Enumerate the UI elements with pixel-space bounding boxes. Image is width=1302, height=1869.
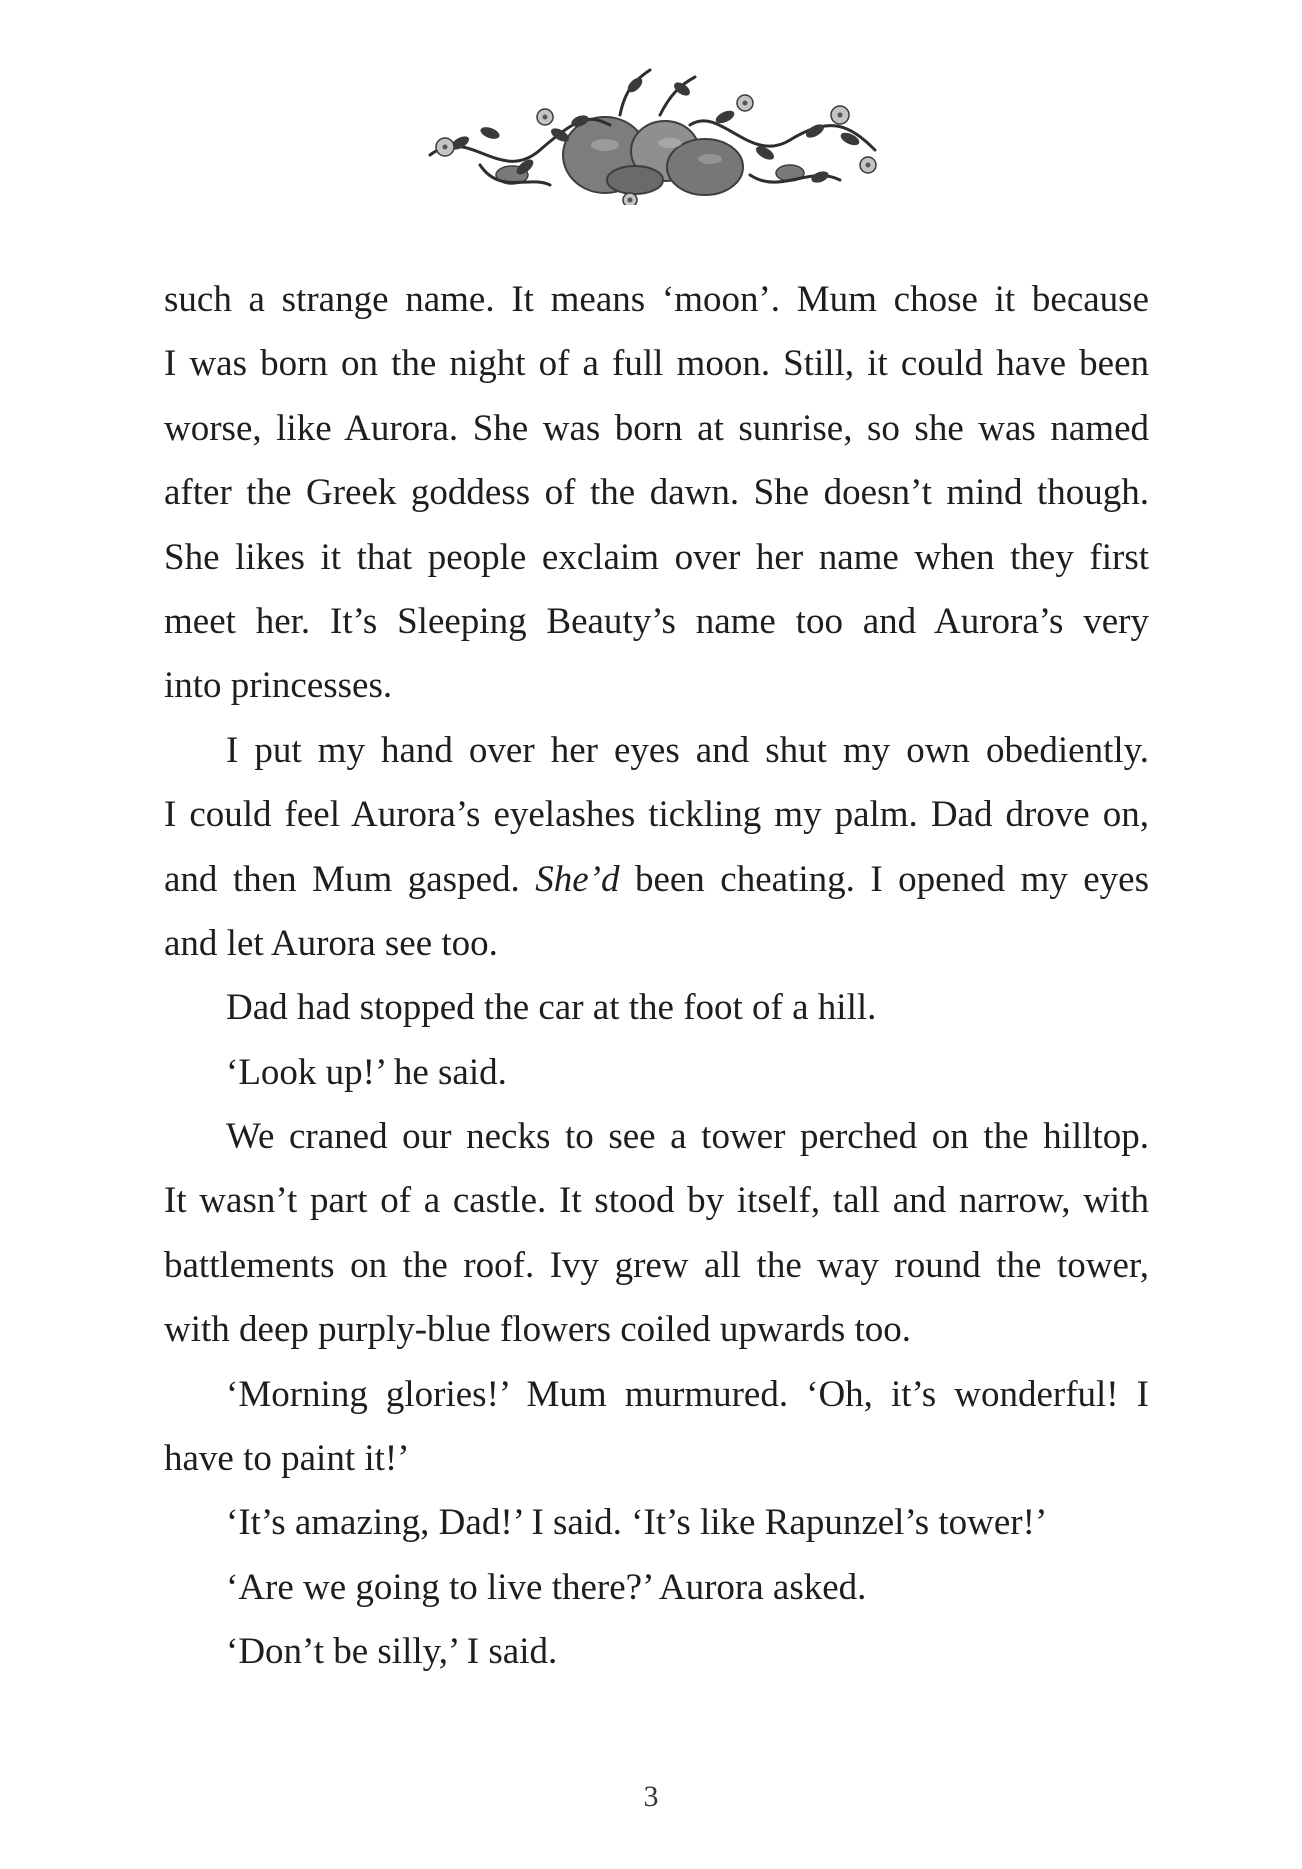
italic-text-segment: She’d [535, 858, 620, 900]
text-line: ‘Look up!’ he said. [226, 1051, 507, 1093]
text-line: with deep purply-blue flowers coiled upwards too. [164, 1309, 912, 1351]
page-number: 3 [643, 1780, 659, 1813]
text-line: have to paint it!’ [164, 1438, 410, 1480]
text-line: worse, like Aurora. She was born at sunrise, so she was named [164, 407, 1149, 449]
text-line: after the Greek goddess of the dawn. She doesn’t mind though. [164, 472, 1149, 514]
chapter-body-text [164, 268, 1149, 1685]
text-line: We craned our necks to see a tower perched on the hilltop. [226, 1116, 1149, 1158]
text-line: She likes it that people exclaim over her name when they first [164, 536, 1149, 578]
text-line: into princesses. [164, 665, 393, 707]
text-line: ‘Don’t be silly,’ I said. [226, 1631, 558, 1673]
text-line: and let Aurora see too. [164, 922, 498, 964]
text-line: I was born on the night of a full moon. Still, it could have been [164, 343, 1149, 385]
text-line: It wasn’t part of a castle. It stood by itself, tall and narrow, with [164, 1180, 1149, 1222]
text-line: I could feel Aurora’s eyelashes tickling my palm. Dad drove on, [164, 794, 1149, 836]
text-line: such a strange name. It means ‘moon’. Mum chose it because [164, 279, 1149, 320]
text-line: battlements on the roof. Ivy grew all the way round the tower, [164, 1244, 1149, 1286]
text-line: ‘It’s amazing, Dad!’ I said. ‘It’s like Rapunzel’s tower!’ [226, 1502, 1048, 1544]
text-segment: and then Mum gasped. [164, 858, 536, 900]
text-line: I put my hand over her eyes and shut my own obediently. [226, 729, 1149, 771]
text-line [164, 848, 1149, 912]
text-line: meet her. It’s Sleeping Beauty’s name too and Aurora’s very [164, 600, 1149, 642]
vine-ornament-icon [420, 55, 880, 205]
text-line: ‘Are we going to live there?’ Aurora asked. [226, 1566, 867, 1608]
text-segment: been cheating. I opened my eyes [619, 858, 1149, 900]
text-line: ‘Morning glories!’ Mum murmured. ‘Oh, it’s wonderful! I [226, 1373, 1149, 1415]
text-line: Dad had stopped the car at the foot of a hill. [226, 987, 877, 1029]
